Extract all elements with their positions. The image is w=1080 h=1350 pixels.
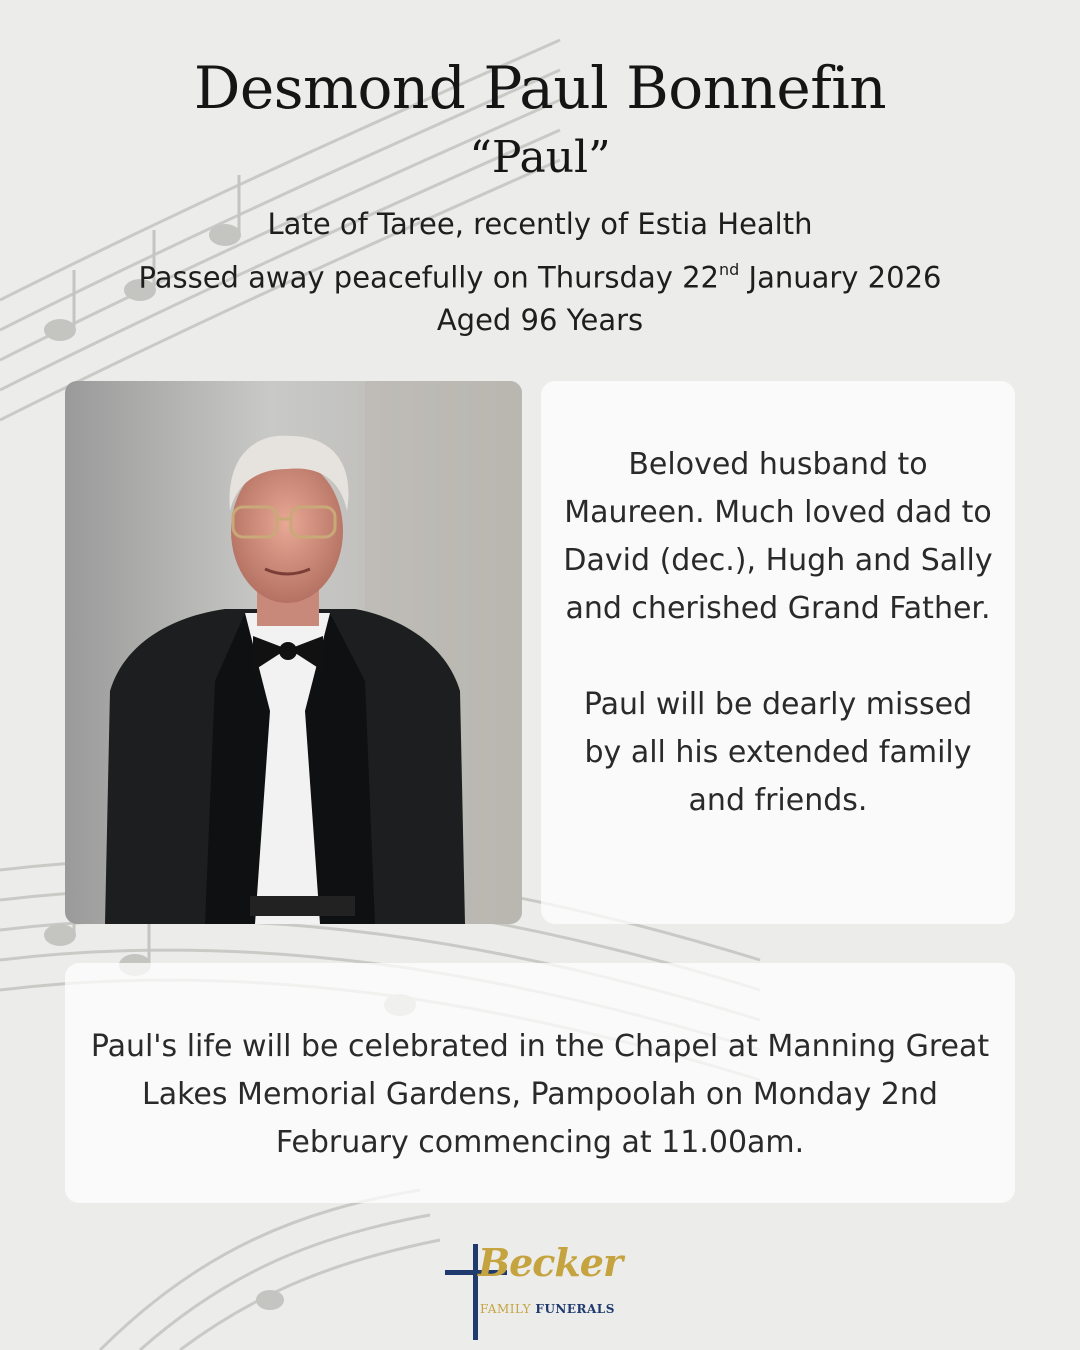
service-details-card	[65, 963, 1015, 1203]
residence-line: Late of Taree, recently of Estia Health	[267, 207, 813, 241]
tribute-card	[541, 381, 1015, 924]
logo-subtitle	[480, 1302, 615, 1316]
date-ordinal: nd	[719, 260, 740, 279]
passed-date-rest: January 2026	[739, 260, 942, 295]
age-line: Aged 96 Years	[436, 303, 644, 337]
passed-date-prefix: Passed away peacefully on Thursday 22	[138, 260, 719, 295]
passed-away-line	[0, 248, 1080, 302]
logo-subtitle-family: FAMILY	[480, 1302, 536, 1316]
deceased-name: Desmond Paul Bonnefin	[193, 54, 887, 122]
service-details-text: Paul's life will be celebrated in the Chapel at Manning Great Lakes Memorial Gardens, Pampoolah on Monday 2nd February commencing at 11.00am.	[90, 1029, 990, 1160]
nickname: “Paul”	[469, 132, 611, 183]
tribute-paragraph-2: Paul will be dearly missed by all his extended family and friends.	[583, 687, 973, 818]
tribute-paragraph-1: Beloved husband to Maureen. Much loved dad to David (dec.), Hugh and Sally and cherished Grand Father.	[563, 447, 993, 626]
logo-wordmark: Becker	[478, 1240, 622, 1285]
becker-family-funerals-logo	[440, 1240, 630, 1340]
portrait-photo	[65, 381, 522, 924]
logo-subtitle-funerals: FUNERALS	[535, 1302, 615, 1316]
